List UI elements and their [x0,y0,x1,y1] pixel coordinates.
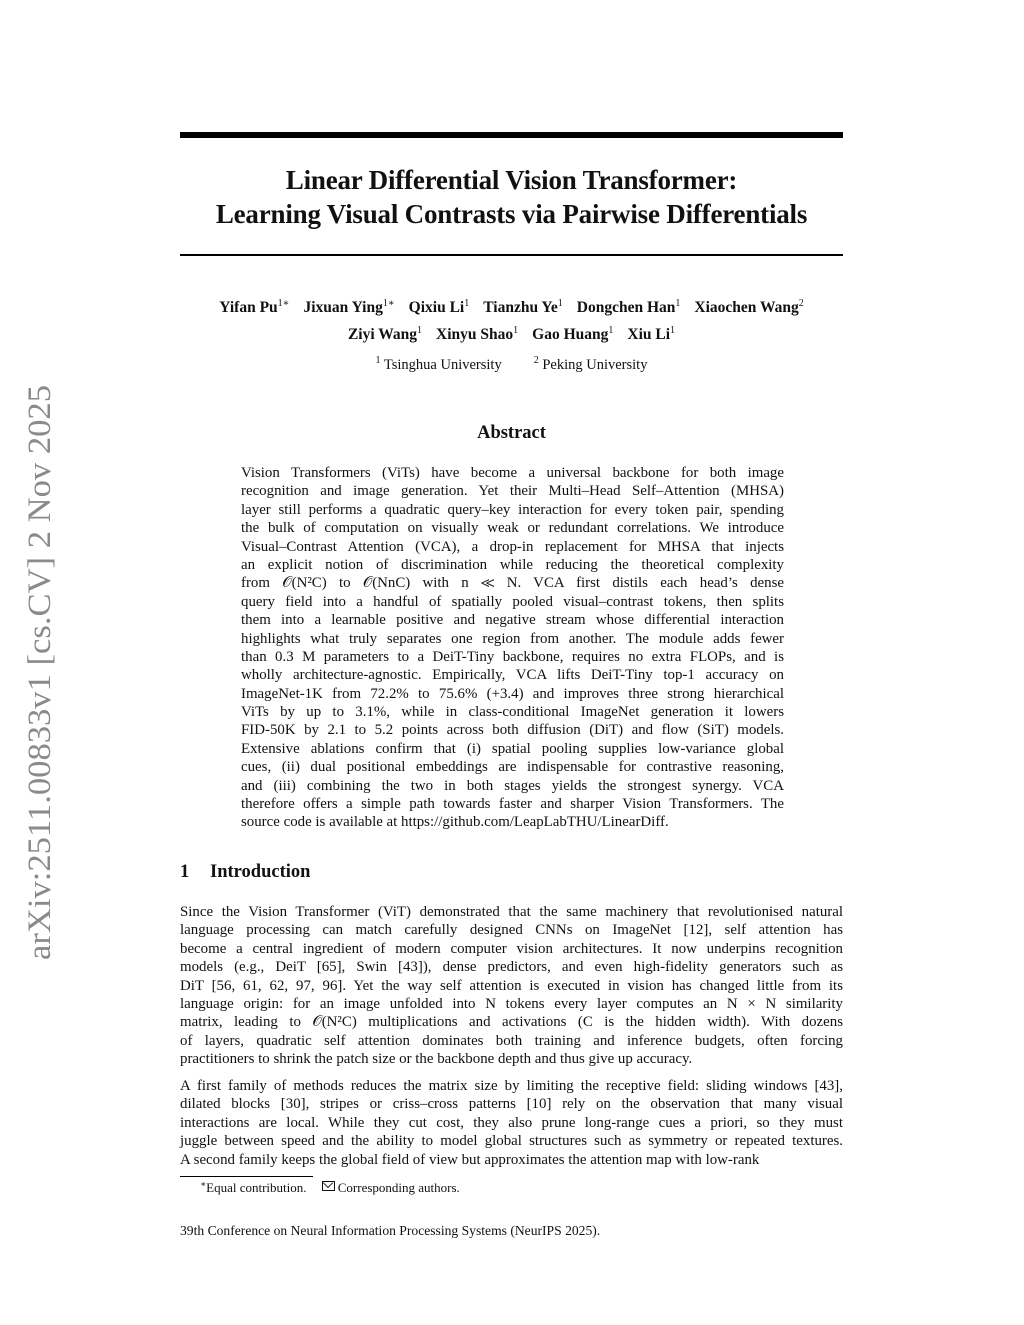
author-name-text: Yifan Pu [219,299,278,316]
affiliation [376,357,502,373]
abstract-line: Vision Transformers (ViTs) have become a universal backbone for both image [241,465,784,481]
author-affiliation-mark: 1∗ [277,298,290,309]
affiliation-mark: 1 [375,355,381,366]
author-name [303,299,394,316]
abstract-line: ImageNet-1K from 72.2% to 75.6% (+3.4) and improves three strong hierarchical [241,685,784,702]
abstract-line: them into a learnable positive and negative stream whose differential interaction [241,612,784,629]
author-name [627,326,675,343]
author-name-text: Gao Huang [532,326,609,343]
abstract-line: wholly architecture-agnostic. Empirically, VCA lifts DeiT-Tiny top-1 accuracy on [241,667,784,684]
author-name [577,299,681,316]
footnote-asterisk: ∗ [200,1179,207,1189]
intro-paragraph-2 [180,1077,843,1169]
author-name-text: Xinyu Shao [436,326,514,343]
paragraph-line: juggle between speed and the ability to model global structures such as symmetry or repeated textures. [180,1133,843,1150]
abstract-line: Extensive ablations confirm that (i) spatial pooling supplies low-variance global [241,740,784,757]
abstract-line: Visual–Contrast Attention (VCA), a drop-in replacement for MHSA that injects [241,538,784,555]
author-affiliation-mark: 1 [557,298,563,309]
author-name [483,299,563,316]
svg-text:arXiv:2511.00833v1 [cs.CV] 2: arXiv:2511.00833v1 [cs.CV] 2 Nov 2025 [22,411,58,960]
author-name-text: Ziyi Wang [347,326,418,343]
paragraph-line: A first family of methods reduces the matrix size by limiting the receptive field: sliding windows [43], [180,1078,843,1094]
title-bottom-rule [180,254,843,256]
author-affiliation-mark: 1∗ [382,298,395,309]
author-name [436,326,518,343]
footnote-rule [180,1176,313,1177]
author-affiliation-mark: 1 [670,325,676,336]
paragraph-line: matrix, leading to 𝒪(N²C) multiplications and activations (C is the hidden width). With dozens [180,1014,843,1031]
abstract-line: from 𝒪(N²C) to 𝒪(NnC) with n ≪ N. VCA first distils each head’s dense [241,575,784,592]
author-affiliation-mark: 1 [417,325,423,336]
paragraph-line: Since the Vision Transformer (ViT) demonstrated that the same machinery that revolutionised natural [180,904,843,920]
footnote-equal: Equal contribution. [206,1180,307,1195]
paper-title [180,163,843,231]
abstract-line: recognition and image generation. Yet their Multi–Head Self–Attention (MHSA) [241,483,784,500]
affiliation-name: Peking University [538,357,648,373]
abstract-line: ViTs by up to 3.1%, while in class-conditional ImageNet generation it lowers [241,704,784,721]
author-affiliation-mark: 1 [675,298,681,309]
abstract-line: therefore offers a simple path towards faster and sharper Vision Transformers. The [241,796,784,813]
author-name-text: Xiaochen Wang [694,299,799,316]
title-line-1: Linear Differential Vision Transformer: [285,165,738,195]
abstract-heading: Abstract [477,423,546,443]
author-line-2 [150,326,873,344]
author-line-1 [150,299,873,317]
abstract-line: and (iii) combining the two in both stages yields the strongest synergy. VCA [241,777,784,794]
abstract-line: the bulk of computation on visually weak or redundant correlations. We introduce [241,520,784,537]
affiliation-mark: 2 [533,355,539,366]
author-affiliation-mark: 1 [513,325,519,336]
abstract-line: layer still performs a quadratic query–key interaction for every token pair, spending [241,501,784,518]
author-name [219,299,289,316]
paragraph-line: of layers, quadratic self attention dominates both training and inference budgets, often forcing [180,1032,843,1049]
paragraph-line: become a central ingredient of modern computer vision architectures. It now underpins recognition [180,940,843,957]
author-affiliation-mark: 2 [798,298,804,309]
abstract-line: an explicit notion of discrimination while reducing the theoretical complexity [241,556,784,573]
conference-note: 39th Conference on Neural Information Processing Systems (NeurIPS 2025). [180,1223,601,1238]
paragraph-line: interactions are local. While they cut cost, they also prune long-range cues a priori, so they must [180,1114,843,1131]
paragraph-line: language origin: for an image unfolded into N tokens every layer computes an N × N similarity [180,995,843,1012]
author-name [348,326,422,343]
paragraph-line: practitioners to shrink the patch size or the backbone depth and thus give up accuracy. [180,1051,693,1068]
author-name [694,299,803,316]
paragraph-line: dilated blocks [30], stripes or criss–cross patterns [10] rely on the observation that many visual [180,1096,843,1113]
affiliation-name: Tsinghua University [380,357,502,373]
abstract-line: query field into a handful of spatially pooled visual–contrast tokens, then splits [241,593,784,610]
envelope-icon [322,1181,335,1191]
intro-paragraph-1 [180,903,843,1069]
section-title: Introduction [210,862,311,882]
paragraph-line: A second family keeps the global field of view but approximates the attention map with low-rank [180,1151,760,1168]
title-top-rule [180,132,843,138]
section-heading [180,862,310,883]
abstract-line: than 0.3 M parameters to a DeiT-Tiny backbone, requires no extra FLOPs, and is [241,648,784,665]
author-name-text: Jixuan Ying [303,299,383,316]
abstract-body [241,464,784,832]
footnote-corresponding: Corresponding authors. [337,1180,460,1195]
author-name-text: Qixiu Li [408,299,465,316]
arxiv-stamp [18,380,58,960]
footnote [200,1180,460,1196]
paragraph-line: DiT [56, 61, 62, 97, 96]. Yet the way self attention is executed in vision has changed little from its [180,977,843,994]
author-affiliation-mark: 1 [464,298,470,309]
author-name [532,326,613,343]
paragraph-line: models (e.g., DeiT [65], Swin [43]), dense predictors, and even high-fidelity generators such as [180,959,843,976]
abstract-line: highlights what truly separates one region from another. The module adds fewer [241,630,784,647]
abstract-line: cues, (ii) dual positional embeddings are indispensable for contrastive reasoning, [241,759,784,776]
author-name-text: Dongchen Han [576,299,676,316]
section-number: 1 [180,862,190,882]
author-name [409,299,470,316]
affiliations [180,357,843,374]
author-name-text: Xiu Li [627,326,671,343]
title-line-2: Learning Visual Contrasts via Pairwise Differentials [215,199,808,229]
author-name-text: Tianzhu Ye [483,299,558,316]
author-affiliation-mark: 1 [608,325,614,336]
paragraph-line: language processing can match carefully designed CNNs on ImageNet [12], self attention has [180,922,843,939]
abstract-line: source code is available at https://github.com/LeapLabTHU/LinearDiff. [241,814,669,831]
affiliation [534,357,648,373]
abstract-line: FID-50K by 2.1 to 5.2 points across both diffusion (DiT) and flow (SiT) models. [241,722,784,739]
